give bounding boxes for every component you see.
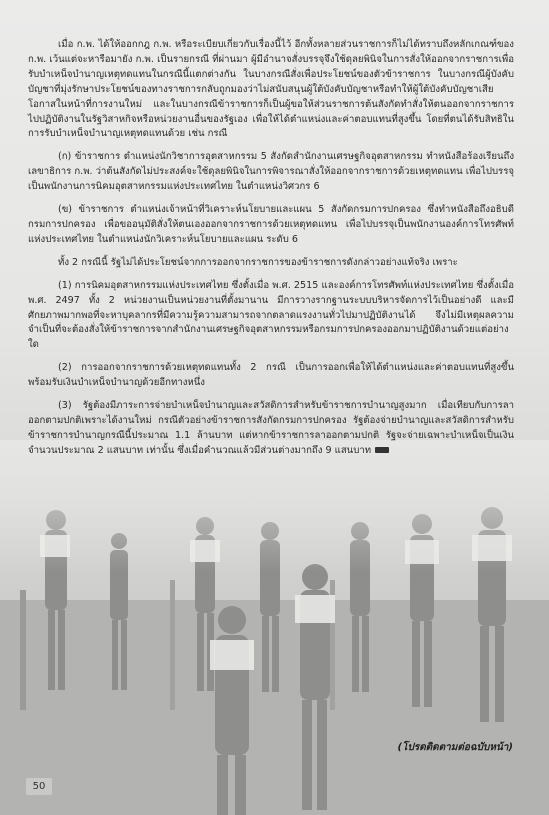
paragraph: (1) การนิคมอุตสาหกรรมแห่งประเทศไทย ซึ่งตั้งเมื่อ พ.ศ. 2515 และองค์การโทรศัพท์แห่งประเทศไทย ซึ่งตั้งเมื่อ พ.ศ. 2497 ทั้ง 2 หน่วยงานเป็นหน่วยงานที่ตั้งมานาน มีการวางรากฐานระบบบริหารจัดการไว้เป็นอย่างดี และมีศักยภาพมากพอที่จะหาบุคลากรที่มีความรู้ความสามารถจากตลาดแรงงานทั่วไปมาปฏิบัติงานได้ จึงไม่มีเหตุผลความจำเป็นที่จะต้องสั่งให้ข้าราชการจากสำนักงานเศรษฐกิจอุตสาหกรรมหรือกรมการปกครองออกมาปฏิบัติงานด้วยแต่อย่างใด xyxy=(28,279,514,351)
paragraph: (ข) ข้าราชการ ตำแหน่งเจ้าหน้าที่วิเคราะห์นโยบายและแผน 5 สังกัดกรมการปกครอง ซึ่งทำหนังสือถึงอธิบดีกรมการปกครอง เพื่อขออนุมัติสั่งให้ตนเองออกจากราชการด้วยเหตุทดแทน เพื่อไปบรรจุเป็นพนักงานองค์การโทรศัพท์แห่งประเทศไทย ในตำแหน่งนักวิเคราะห์นโยบายและแผน ระดับ 6 xyxy=(28,204,514,245)
article-body xyxy=(28,38,514,467)
continue-note: (โปรดติดตามต่อฉบับหน้า) xyxy=(397,742,513,753)
paragraph: (2) การออกจากราชการด้วยเหตุทดแทนทั้ง 2 กรณี เป็นการออกเพื่อให้ได้ตำแหน่งและค่าตอบแทนที่สูงขึ้น พร้อมรับเงินบำเหน็จบำนาญด้วยอีกทางหนึ่ง xyxy=(28,362,514,389)
paragraph-text: (3) รัฐต้องมีภาระการจ่ายบำเหน็จบำนาญและสวัสดิการสำหรับข้าราชการบำนาญสูงมาก เมื่อเทียบกับการลาออกตามปกติเพราะได้งานใหม่ กรณีตัวอย่างข้าราชการสังกัดกรมการปกครอง รัฐต้องจ่ายบำนาญและสวัสดิการสำหรับข้าราชการบำนาญกรณีนี้ประมาณ 1.1 ล้านบาท แต่หากข้าราชการลาออกตามปกติ รัฐจะจ่ายเฉพาะบำเหน็จเป็นเงินจำนวนประมาณ 2 แสนบาท เท่านั้น ซึ่งเมื่อคำนวณแล้วมีส่วนต่างมากถึง 9 แสนบาท xyxy=(28,400,514,456)
paragraph-last xyxy=(28,399,514,459)
paragraph: ทั้ง 2 กรณีนี้ รัฐไม่ได้ประโยชน์จากการออกจากราชการของข้าราชการดังกล่าวอย่างแท้จริง เพราะ xyxy=(58,256,458,268)
background-people-photo xyxy=(0,440,549,815)
paragraph: (ก) ข้าราชการ ตำแหน่งนักวิชาการอุตสาหกรรม 5 สังกัดสำนักงานเศรษฐกิจอุตสาหกรรม ทำหนังสือร้องเรียนถึงเลขาธิการ ก.พ. ว่าต้นสังกัดไม่ประสงค์จะใช้ดุลยพินิจในการพิจารณาสั่งให้ออกจากราชการด้วยเหตุทดแทน เพื่อไปบรรจุเป็นพนักงานการนิคมอุตสาหกรรมแห่งประเทศไทย ในตำแหน่งวิศวกร 6 xyxy=(28,151,514,193)
paragraph: เมื่อ ก.พ. ได้ให้ออกกฎ ก.พ. หรือระเบียบเกี่ยวกับเรื่องนี้ไว้ อีกทั้งหลายส่วนราชการก็ไม่ได้ทราบถึงหลักเกณฑ์ของ ก.พ. เว้นแต่จะหารือมายัง ก.พ. เป็นรายกรณี ที่ผ่านมา ผู้มีอำนาจสั่งบรรจุจึงใช้ดุลยพินิจในการสั่งให้ออกจากราชการเพื่อรับบำเหน็จบำนาญเหตุทดแทนในกรณีนี้แตกต่างกัน ในบางกรณีสั่งเพื่อประโยชน์ของตัวข้าราชการ ในบางกรณีผู้บังคับบัญชาที่มุ่งรักษาประโยชน์ของทางราชการกลับถูกมองว่าไม่สนับสนุนผู้ใต้บังคับบัญชาหรือทำให้ผู้ใต้บังคับบัญชาเสียโอกาสในหน้าที่การงานใหม่ และในบางกรณีข้าราชการก็เป็นผู้ขอให้ส่วนราชการต้นสังกัดทำสั่งให้ตนออกจากราชการไปปฏิบัติงานในรัฐวิสาหกิจหรือหน่วยงานอื่นของรัฐเอง เพื่อให้ได้ตำแหน่งและค่าตอบแทนที่สูงขึ้น โดยที่ตนได้รับสิทธิในการรับบำเหน็จบำนาญเหตุทดแทนด้วย เช่น กรณี xyxy=(28,39,514,140)
end-mark-icon xyxy=(375,447,389,453)
page-number: 50 xyxy=(26,778,52,795)
